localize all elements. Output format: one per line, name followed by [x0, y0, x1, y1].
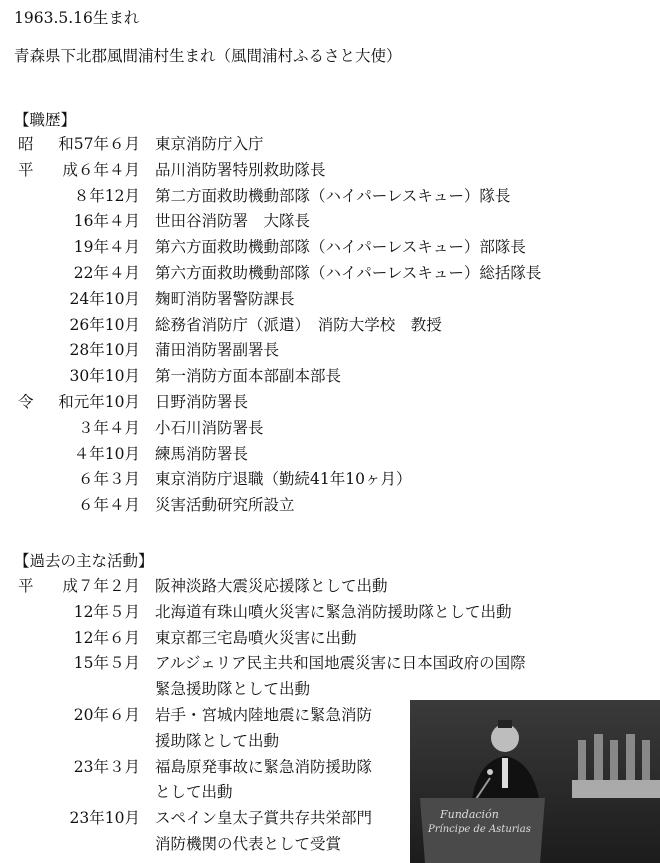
- era-label: 昭: [18, 135, 34, 153]
- year-month: ３年４月: [77, 418, 140, 437]
- history-text: 第六方面救助機動部隊（ハイパーレスキュー）部隊長: [155, 238, 526, 257]
- history-text: 消防機関の代表として受賞: [155, 835, 342, 853]
- career-heading: 【職歴】: [14, 111, 77, 129]
- year-month: 30年10月: [69, 367, 140, 386]
- history-text: 小石川消防署長: [155, 418, 264, 437]
- year-month: ６年４月: [77, 496, 140, 515]
- award-photo: [410, 700, 660, 863]
- year-month: 16年４月: [73, 212, 140, 231]
- year-month: ６年３月: [77, 470, 140, 489]
- year-month: 28年10月: [69, 341, 140, 360]
- history-text: 岩手・宮城内陸地震に緊急消防: [155, 706, 373, 724]
- year-month: 23年10月: [69, 809, 140, 828]
- year-month: 24年10月: [69, 289, 140, 308]
- history-text: 品川消防署特別救助隊長: [155, 160, 326, 179]
- history-text: 阪神淡路大震災応援隊として出動: [155, 577, 388, 595]
- history-text: 東京消防庁入庁: [155, 135, 264, 153]
- history-text: 緊急援助隊として出動: [155, 680, 311, 699]
- podium-text-line1: Fundación: [440, 808, 499, 821]
- birthplace: 青森県下北郡風間浦村生まれ（風間浦村ふるさと大使）: [14, 47, 402, 65]
- year-month: 20年６月: [73, 706, 140, 724]
- history-text: 災害活動研究所設立: [155, 496, 295, 515]
- era-label: 令: [18, 393, 34, 411]
- year-month: 成６年４月: [62, 160, 140, 179]
- history-text: 世田谷消防署 大隊長: [155, 212, 311, 231]
- activities-heading: 【過去の主な活動】: [14, 552, 154, 570]
- history-text: 援助隊として出動: [155, 731, 280, 750]
- history-text: 第二方面救助機動部隊（ハイパーレスキュー）隊長: [155, 186, 511, 205]
- history-text: スペイン皇太子賞共存共栄部門: [155, 809, 373, 828]
- podium-text-line2: Príncipe de Asturias: [428, 824, 531, 835]
- history-text: として出動: [155, 783, 233, 802]
- year-month: 23年３月: [73, 757, 140, 776]
- award-ceremony-image: [410, 700, 660, 863]
- history-text: 東京都三宅島噴火災害に出動: [155, 628, 357, 647]
- history-text: 蒲田消防署副署長: [155, 341, 280, 360]
- birth-date: 1963.5.16生まれ: [14, 9, 140, 27]
- history-text: 福島原発事故に緊急消防援助隊: [155, 757, 373, 776]
- year-month: 12年５月: [73, 602, 140, 621]
- history-text: 日野消防署長: [155, 393, 249, 411]
- history-text: 麹町消防署警防課長: [155, 289, 295, 308]
- era-label: 平: [18, 160, 34, 179]
- era-label: 平: [18, 577, 34, 595]
- year-month: 和元年10月: [58, 393, 140, 411]
- year-month: 22年４月: [73, 264, 140, 282]
- year-month: 26年10月: [69, 315, 140, 334]
- year-month: 15年５月: [73, 654, 140, 673]
- history-text: アルジェリア民主共和国地震災害に日本国政府の国際: [155, 654, 526, 673]
- year-month: 12年６月: [73, 628, 140, 647]
- history-text: 練馬消防署長: [155, 444, 249, 463]
- year-month: 和57年６月: [58, 135, 140, 153]
- history-text: 北海道有珠山噴火災害に緊急消防援助隊として出動: [155, 602, 512, 621]
- year-month: 19年４月: [73, 238, 140, 257]
- history-text: 第六方面救助機動部隊（ハイパーレスキュー）総括隊長: [155, 264, 542, 282]
- year-month: ４年10月: [73, 444, 140, 463]
- history-text: 第一消防方面本部副本部長: [155, 367, 342, 386]
- history-text: 総務省消防庁（派遣） 消防大学校 教授: [155, 315, 442, 334]
- year-month: ８年12月: [73, 186, 140, 205]
- year-month: 成７年２月: [62, 577, 140, 595]
- history-text: 東京消防庁退職（勤続41年10ヶ月）: [155, 470, 412, 489]
